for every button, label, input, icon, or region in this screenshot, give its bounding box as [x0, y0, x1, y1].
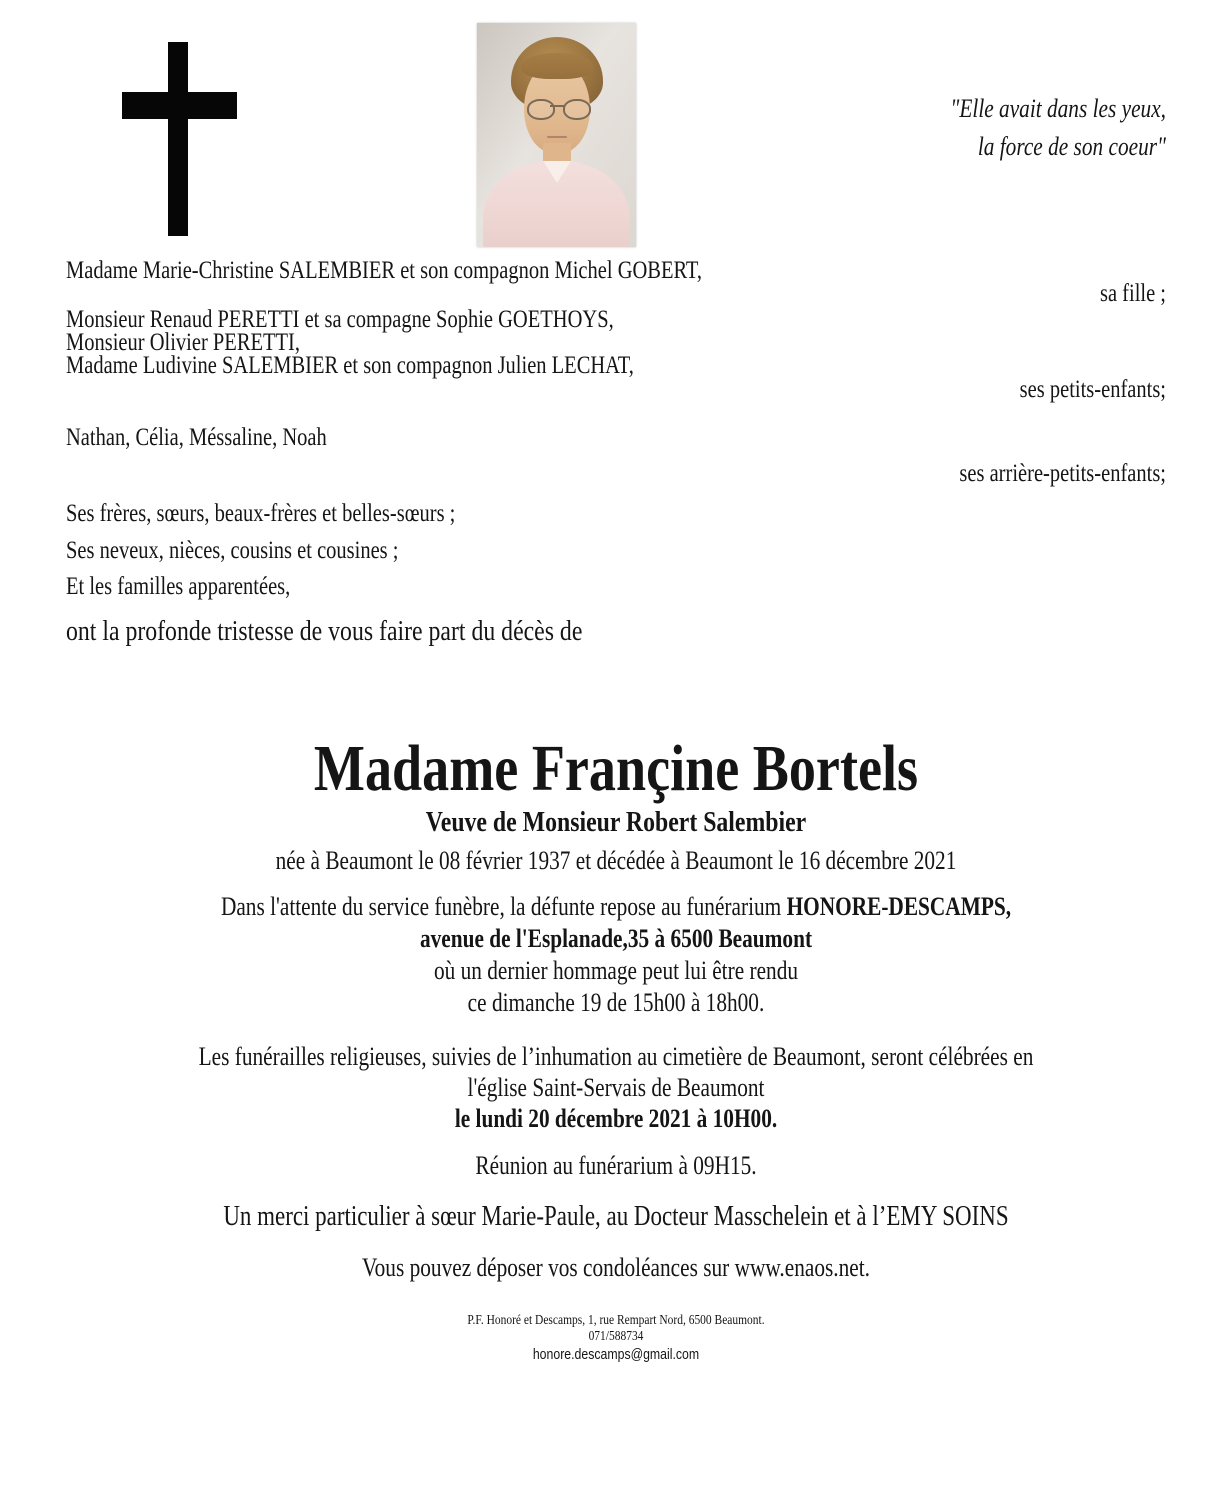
nephews-line: Ses neveux, nièces, cousins et cousines ;	[66, 537, 399, 564]
life-dates-line: née à Beaumont le 08 février 1937 et décédée à Beaumont le 16 décembre 2021	[275, 846, 957, 875]
portrait-hair-fringe	[521, 53, 593, 79]
memorial-quote-line1: "Elle avait dans les yeux,	[950, 94, 1166, 123]
funeral-line-1: Les funérailles religieuses, suivies de l’inhumation au cimetière de Beaumont, seront célébrées en	[198, 1042, 1034, 1071]
widow-line: Veuve de Monsieur Robert Salembier	[425, 806, 807, 838]
grandchild-line-2: Monsieur Olivier PERETTI,	[66, 329, 301, 356]
announcement-line: ont la profonde tristesse de vous faire part du décès de	[66, 615, 583, 647]
cross-vertical-bar	[168, 42, 188, 236]
deceased-name: Madame Françine Bortels	[313, 732, 919, 805]
footer-phone: 071/588734	[588, 1329, 644, 1344]
footer-address: P.F. Honoré et Descamps, 1, rue Rempart Nord, 6500 Beaumont.	[467, 1313, 765, 1328]
memorial-quote-line2: la force de son coeur"	[977, 132, 1166, 161]
great-grandchildren-line: Nathan, Célia, Méssaline, Noah	[66, 424, 327, 451]
thanks-line: Un merci particulier à sœur Marie-Paule, au Docteur Masschelein et à l’EMY SOINS	[223, 1201, 1009, 1232]
daughter-line: Madame Marie-Christine SALEMBIER et son compagnon Michel GOBERT,	[66, 257, 703, 284]
great-grandchildren-label: ses arrière-petits-enfants;	[959, 460, 1166, 487]
viewing-line-1-regular: Dans l'attente du service funèbre, la défunte repose au funérarium	[220, 892, 787, 921]
condolences-line: Vous pouvez déposer vos condoléances sur www.enaos.net.	[361, 1253, 871, 1282]
viewing-block	[165, 891, 1067, 1019]
footer-email: honore.descamps@gmail.com	[532, 1346, 700, 1363]
grandchildren-label: ses petits-enfants;	[1019, 376, 1166, 403]
viewing-line-4: ce dimanche 19 de 15h00 à 18h00.	[467, 988, 765, 1017]
funeral-home-name: HONORE-DESCAMPS,	[786, 892, 1012, 921]
grandchild-line-1: Monsieur Renaud PERETTI et sa compagne Sophie GOETHOYS,	[66, 306, 614, 333]
related-families-line: Et les familles apparentées,	[66, 573, 291, 600]
funeral-service-block	[165, 1041, 1067, 1134]
funeral-date-line: le lundi 20 décembre 2021 à 10H00.	[454, 1104, 778, 1133]
funeral-home-address: avenue de l'Esplanade,35 à 6500 Beaumont	[419, 924, 813, 953]
cross-horizontal-bar	[122, 92, 237, 119]
memorial-quote	[264, 90, 1166, 166]
funeral-line-2: l'église Saint-Servais de Beaumont	[467, 1073, 765, 1102]
meeting-line: Réunion au funérarium à 09H15.	[475, 1151, 757, 1180]
siblings-line: Ses frères, sœurs, beaux-frères et belles-sœurs ;	[66, 500, 456, 527]
grandchild-line-3: Madame Ludivine SALEMBIER et son compagnon Julien LECHAT,	[66, 352, 634, 379]
daughter-label: sa fille ;	[1099, 280, 1166, 307]
viewing-line-1	[165, 891, 1067, 923]
viewing-line-3: où un dernier hommage peut lui être rendu	[433, 956, 799, 985]
